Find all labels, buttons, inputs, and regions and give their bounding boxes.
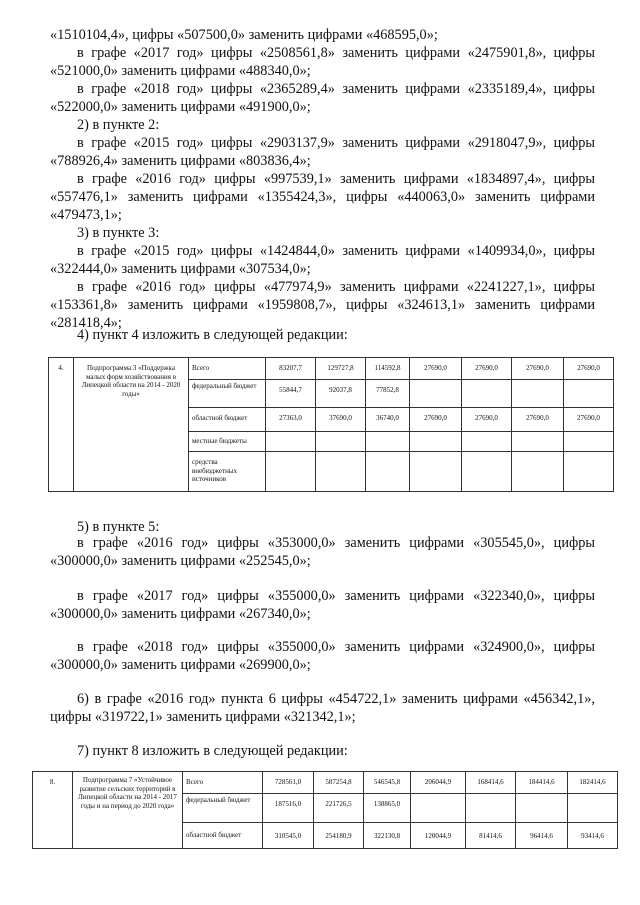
funding-source: областной бюджет [183, 823, 263, 849]
table-cell [411, 794, 466, 823]
table-cell: 77852,8 [366, 380, 410, 408]
table-cell: 184414,6 [516, 772, 568, 794]
paragraph-2: в графе «2017 год» цифры «2508561,8» заменить цифрами «2475901,8», цифры «521000,0» заменить цифрами «488340,0»; [50, 45, 595, 79]
funding-source: средства внебюджетных источников [189, 452, 266, 492]
table-cell: 114592,8 [366, 358, 410, 380]
table-cell: 81414,6 [466, 823, 516, 849]
table-cell [564, 380, 614, 408]
table-row [33, 772, 618, 794]
funding-source: федеральный бюджет [183, 794, 263, 823]
table-cell [516, 794, 568, 823]
paragraph-item-2: 2) в пункте 2: [77, 117, 160, 133]
paragraph-14: в графе «2018 год» цифры «355000,0» заменить цифрами «324900,0», цифры «300000,0» заменить цифрами «269900,0»; [50, 639, 595, 673]
table-cell: 27690,0 [564, 408, 614, 432]
paragraph-item-5: 5) в пункте 5: [77, 519, 160, 535]
table-cell [366, 452, 410, 492]
table-cell: 27363,0 [266, 408, 316, 432]
table-cell: 96414,6 [516, 823, 568, 849]
table-cell: 254180,9 [314, 823, 364, 849]
row-index: 4. [49, 358, 74, 492]
table-cell [512, 432, 564, 452]
paragraph-12: в графе «2016 год» цифры «353000,0» заменить цифрами «305545,0», цифры «300000,0» заменить цифрами «252545,0»; [50, 535, 595, 569]
table-cell: 587254,8 [314, 772, 364, 794]
table-cell: 187516,0 [263, 794, 314, 823]
funding-source: Всего [189, 358, 266, 380]
paragraph-5: в графе «2015 год» цифры «2903137,9» заменить цифрами «2918047,9», цифры «788926,4» заменить цифрами «803836,4»; [50, 135, 595, 169]
paragraph-3: в графе «2018 год» цифры «2365289,4» заменить цифрами «2335189,4», цифры «522000,0» заменить цифрами «491900,0»; [50, 81, 595, 115]
table-cell: 129727,8 [316, 358, 366, 380]
table-cell: 27690,0 [564, 358, 614, 380]
paragraph-1: «1510104,4», цифры «507500,0» заменить цифрами «468595,0»; [50, 27, 438, 43]
paragraph-item-6: 6) в графе «2016 год» пункта 6 цифры «454722,1» заменить цифрами «456342,1», цифры «319722,1» заменить цифрами «321342,1»; [50, 691, 595, 725]
table-cell: 27690,0 [512, 358, 564, 380]
funding-source: Всего [183, 772, 263, 794]
paragraph-item-3: 3) в пункте 3: [77, 225, 160, 241]
table-cell [410, 380, 462, 408]
table-cell: 36740,0 [366, 408, 410, 432]
subprogram-name: Подпрограмма 7 «Устойчивое развитие сельских территорий в Липецкой области на 2014 - 2017 годы и на период до 2020 года» [73, 772, 183, 849]
table-cell: 120044,9 [411, 823, 466, 849]
paragraph-item-4: 4) пункт 4 изложить в следующей редакции: [77, 327, 348, 343]
table-cell: 310545,0 [263, 823, 314, 849]
table-cell [512, 380, 564, 408]
table-cell: 206044,9 [411, 772, 466, 794]
subprogram-name: Подпрограмма 3 «Поддержка малых форм хозяйствования в Липецкой области на 2014 - 2020 годы» [74, 358, 189, 492]
table-subprogram-3 [48, 357, 614, 492]
table-cell: 27690,0 [462, 358, 512, 380]
funding-source: областной бюджет [189, 408, 266, 432]
paragraph-6: в графе «2016 год» цифры «997539,1» заменить цифрами «1834897,4», цифры «557476,1» заменить цифрами «1355424,3», цифры «440063,0» заменить цифрами «479473,1»; [50, 171, 595, 223]
table-cell [462, 380, 512, 408]
table-cell: 27690,0 [410, 358, 462, 380]
table-cell [266, 432, 316, 452]
table-cell: 138865,0 [364, 794, 411, 823]
table-cell [466, 794, 516, 823]
table-cell: 322130,8 [364, 823, 411, 849]
table-cell: 728561,0 [263, 772, 314, 794]
paragraph-8: в графе «2015 год» цифры «1424844,0» заменить цифрами «1409934,0», цифры «322444,0» заменить цифрами «307534,0»; [50, 243, 595, 277]
table-subprogram-7 [32, 771, 618, 849]
table-cell: 168414,6 [466, 772, 516, 794]
table-cell: 37690,0 [316, 408, 366, 432]
table-cell: 93414,6 [568, 823, 618, 849]
table-cell [266, 452, 316, 492]
row-index: 8. [33, 772, 73, 849]
table-cell [512, 452, 564, 492]
table-cell: 55844,7 [266, 380, 316, 408]
table-cell: 182414,6 [568, 772, 618, 794]
paragraph-item-7: 7) пункт 8 изложить в следующей редакции: [77, 743, 348, 759]
table-cell [316, 452, 366, 492]
table-cell [410, 432, 462, 452]
table-cell: 27690,0 [410, 408, 462, 432]
table-cell [564, 432, 614, 452]
paragraph-9: в графе «2016 год» цифры «477974,9» заменить цифрами «2241227,1», цифры «153361,8» заменить цифрами «1959808,7», цифры «324613,1» заменить цифрами «281418,4»; [50, 279, 595, 331]
funding-source: федеральный бюджет [189, 380, 266, 408]
funding-source: местные бюджеты [189, 432, 266, 452]
paragraph-13: в графе «2017 год» цифры «355000,0» заменить цифрами «322340,0», цифры «300000,0» заменить цифрами «267340,0»; [50, 588, 595, 622]
table-cell: 27690,0 [512, 408, 564, 432]
table-cell: 546545,8 [364, 772, 411, 794]
table-cell [410, 452, 462, 492]
table-cell [462, 452, 512, 492]
table-cell [462, 432, 512, 452]
table-row [49, 358, 614, 380]
table-cell [568, 794, 618, 823]
table-cell [316, 432, 366, 452]
table-cell [564, 452, 614, 492]
table-cell: 83207,7 [266, 358, 316, 380]
table-cell: 221726,5 [314, 794, 364, 823]
table-cell: 27690,0 [462, 408, 512, 432]
table-cell [366, 432, 410, 452]
table-cell: 92037,8 [316, 380, 366, 408]
